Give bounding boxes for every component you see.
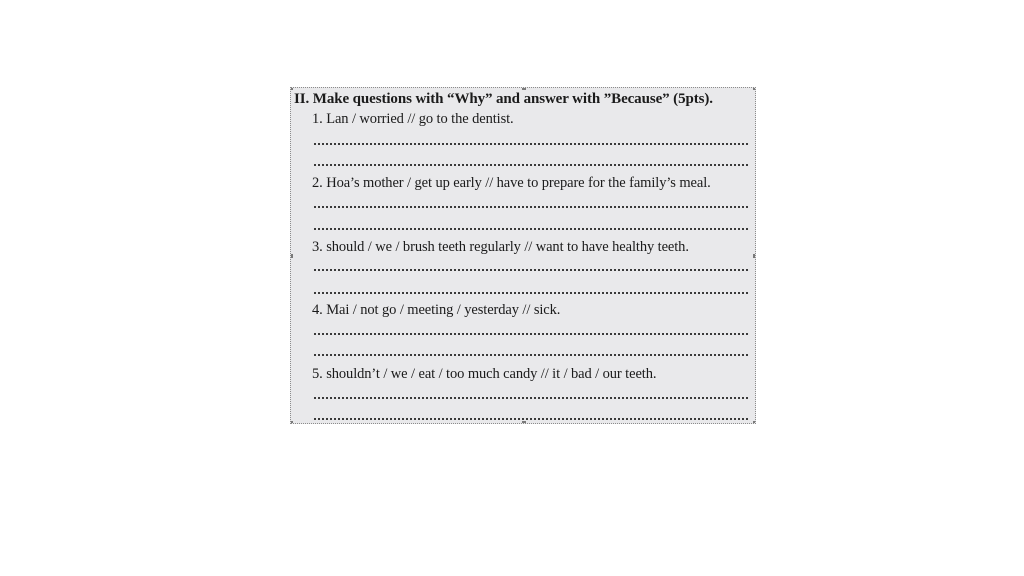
resize-handle-top-left[interactable] (290, 87, 293, 90)
resize-handle-bottom[interactable] (522, 421, 526, 424)
question-prompt-2: 2. Hoa’s mother / get up early // have to prepare for the family’s meal. (312, 175, 711, 191)
answer-line (314, 269, 748, 271)
resize-handle-right[interactable] (753, 254, 756, 258)
resize-handle-top-right[interactable] (753, 87, 756, 90)
question-prompt-1: 1. Lan / worried // go to the dentist. (312, 111, 514, 127)
worksheet-image[interactable] (290, 87, 756, 424)
question-prompt-4: 4. Mai / not go / meeting / yesterday // sick. (312, 302, 561, 318)
answer-line (314, 354, 748, 356)
question-prompt-5: 5. shouldn’t / we / eat / too much candy // it / bad / our teeth. (312, 366, 657, 382)
answer-line (314, 292, 748, 294)
answer-line (314, 164, 748, 166)
answer-line (314, 418, 748, 420)
resize-handle-bottom-left[interactable] (290, 421, 293, 424)
answer-line (314, 333, 748, 335)
answer-line (314, 397, 748, 399)
resize-handle-top[interactable] (522, 87, 526, 90)
answer-line (314, 206, 748, 208)
answer-line (314, 143, 748, 145)
answer-line (314, 228, 748, 230)
resize-handle-left[interactable] (290, 254, 293, 258)
exercise-title: II. Make questions with “Why” and answer with ”Because” (5pts). (294, 91, 713, 107)
question-prompt-3: 3. should / we / brush teeth regularly // want to have healthy teeth. (312, 239, 689, 255)
resize-handle-bottom-right[interactable] (753, 421, 756, 424)
